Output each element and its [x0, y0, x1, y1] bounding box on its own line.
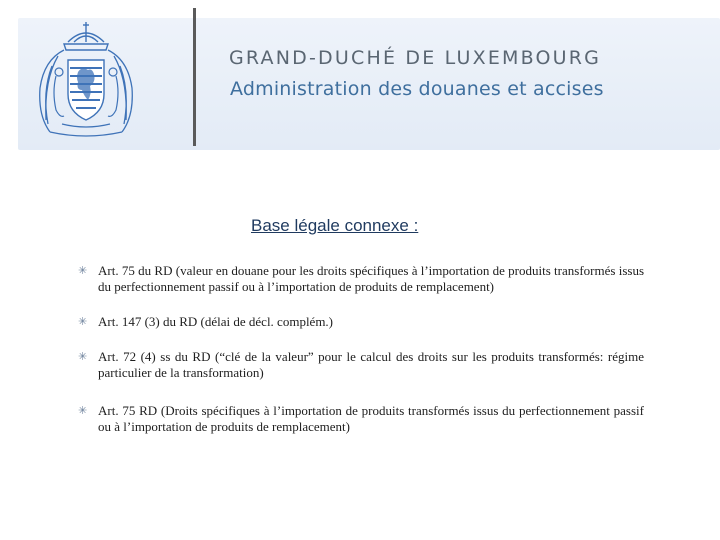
header-divider [193, 8, 196, 146]
list-item [78, 263, 644, 295]
coat-of-arms-icon [34, 20, 138, 138]
asterisk-bullet-icon: ✳ [78, 405, 88, 417]
list-item [78, 403, 644, 435]
section-heading: Base légale connexe : [251, 216, 419, 235]
list-item [78, 349, 644, 381]
list-item [78, 314, 644, 330]
list-item-text: Art. 75 du RD (valeur en douane pour les droits spécifiques à l’importation de produits transformés issus du perfectionnement passif ou à l’importation de produits de remplacement) [98, 263, 644, 294]
org-title: GRAND-DUCHÉ DE LUXEMBOURG [229, 47, 602, 69]
legal-basis-list [78, 263, 644, 435]
list-item-text: Art. 75 RD (Droits spécifiques à l’importation de produits transformés issus du perfectionnement passif ou à l’importation de produits de remplacement) [98, 403, 644, 434]
list-item-text: Art. 72 (4) ss du RD (“clé de la valeur” pour le calcul des droits sur les produits transformés: régime particulier de la transformation) [98, 349, 644, 380]
org-subtitle: Administration des douanes et accises [230, 78, 604, 100]
asterisk-bullet-icon: ✳ [78, 351, 88, 363]
asterisk-bullet-icon: ✳ [78, 265, 88, 277]
list-item-text: Art. 147 (3) du RD (délai de décl. complém.) [98, 314, 334, 329]
asterisk-bullet-icon: ✳ [78, 316, 88, 328]
